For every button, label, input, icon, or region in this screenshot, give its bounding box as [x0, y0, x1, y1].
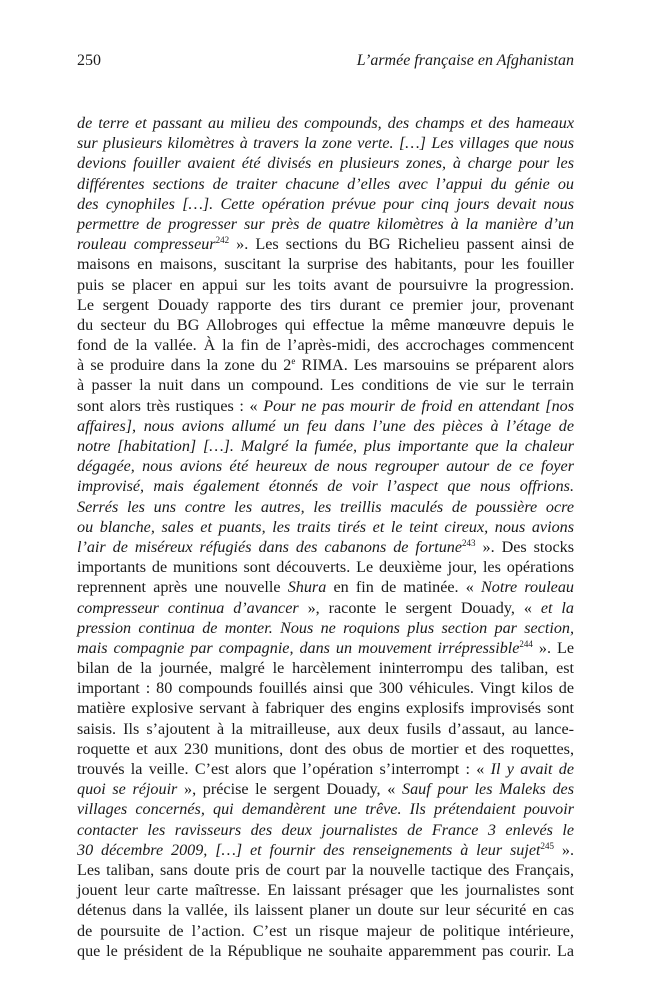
- text-line: 30 décembre 2009, […] et fournir des renseignements à leur sujet$^{245}$ ».: [77, 840, 574, 859]
- text-line: bilan de la journée, malgré le harcèlement ininterrompu des taliban, est: [77, 660, 574, 678]
- text-line: contacter les ravisseurs des deux journalistes de France 3 enlevés le: [77, 821, 574, 839]
- text-line: reprennent après une nouvelle Shura en fin de matinée. « Notre rouleau: [77, 579, 574, 597]
- text-line: Le sergent Douady rapporte des tirs durant ce premier jour, provenant: [77, 296, 574, 314]
- text-line: ou blanche, sales et puants, les traits tirés et le teint cireux, nous avions: [77, 518, 574, 536]
- text-line: devions fouiller avaient été divisés en plusieurs zones, à charge pour les: [77, 155, 574, 173]
- text-line: rouleau compresseur$^{242}$ ». Les sections du BG Richelieu passent ainsi de: [77, 235, 574, 254]
- text-line: mais compagnie par compagnie, dans un mouvement irrépressible$^{244}$ ». Le: [77, 638, 574, 657]
- text-line: trouvés la veille. C’est alors que l’opération s’interrompt : « Il y avait de: [77, 761, 574, 778]
- text-line: différentes sections de traiter chacune d’elles avec l’appui du génie ou: [77, 175, 574, 193]
- text-line: fond de la vallée. À la fin de l’après-midi, des accrochages commencent: [77, 337, 574, 355]
- body-text: [77, 114, 574, 962]
- text-line: maisons en maisons, suscitant la surprise des habitants, pour les fouiller: [77, 256, 574, 274]
- text-line: l’air de miséreux réfugiés dans des cabanons de fortune$^{243}$ ». Des stocks: [77, 537, 574, 556]
- text-line: matière explosive servant à fabriquer des engins explosifs improvisés sont: [77, 700, 574, 718]
- text-line: compresseur continua d’avancer », raconte le sergent Douady, « et la: [77, 599, 574, 617]
- text-line: permettre de progresser sur près de quatre kilomètres à la manière d’un: [77, 215, 574, 233]
- text-line: sont alors très rustiques : « Pour ne pas mourir de froid en attendant [nos: [77, 397, 574, 415]
- text-line: quoi se réjouir », précise le sergent Douady, « Sauf pour les Maleks des: [77, 781, 574, 799]
- running-title: L’armée française en Afghanistan: [356, 52, 574, 69]
- text-line: du secteur du BG Allobroges qui effectue la même manœuvre depuis le: [77, 316, 574, 334]
- text-line: à passer la nuit dans un compound. Les conditions de vie sur le terrain: [77, 377, 574, 395]
- text-line: que le président de la République ne souhaite apparemment pas courir. La: [77, 942, 574, 960]
- text-line: à se produire dans la zone du 2e RIMA. Les marsouins se préparent alors: [77, 356, 574, 375]
- text-line: jouent leur carte maîtresse. En laissant présager que les journalistes sont: [77, 882, 574, 900]
- page-number: 250: [77, 52, 101, 69]
- text-line: improvisé, mais également étonnés de voir l’aspect que nous offrions.: [77, 478, 574, 496]
- text-line: importants de munitions sont découverts. Le deuxième jour, les opérations: [77, 559, 574, 577]
- text-line: notre [habitation] […]. Malgré la fumée, plus importante que la chaleur: [77, 438, 574, 455]
- page-header: [77, 52, 574, 70]
- text-line: détenus dans la vallée, ils laissent planer un doute sur leur sécurité en cas: [77, 902, 574, 920]
- text-line: de poursuite de l’action. C’est un risque majeur de politique intérieure,: [77, 922, 574, 940]
- text-line: dégagée, nous avions été heureux de nous regrouper autour de ce foyer: [77, 458, 574, 476]
- text-line: villages concernés, qui demandèrent une trêve. Ils prétendaient pouvoir: [77, 801, 574, 819]
- text-line: important : 80 compounds fouillés ainsi que 300 véhicules. Vingt kilos de: [77, 680, 574, 698]
- text-line: saisis. Ils s’ajoutent à la mitrailleuse, aux deux fusils d’assaut, au lance-: [77, 720, 574, 738]
- text-line: puis se placer en appui sur les toits avant de poursuivre la progression.: [77, 276, 574, 294]
- text-line: pression continua de monter. Nous ne roquions plus section par section,: [77, 619, 574, 637]
- text-line: roquette et aux 230 munitions, dont des obus de mortier et des roquettes,: [77, 740, 574, 758]
- text-line: Les taliban, sans doute pris de court par la nouvelle tactique des Français,: [77, 861, 574, 879]
- text-line: Serrés les uns contre les autres, les treillis maculés de poussière ocre: [77, 498, 574, 516]
- text-line: affaires], nous avions allumé un feu dans l’une des pièces à l’étage de: [77, 417, 574, 435]
- text-line: des cynophiles […]. Cette opération prévue pour cinq jours devait nous: [77, 195, 574, 213]
- text-line: de terre et passant au milieu des compounds, des champs et des hameaux: [77, 115, 574, 132]
- text-line: sur plusieurs kilomètres à travers la zone verte. […] Les villages que nous: [77, 135, 574, 153]
